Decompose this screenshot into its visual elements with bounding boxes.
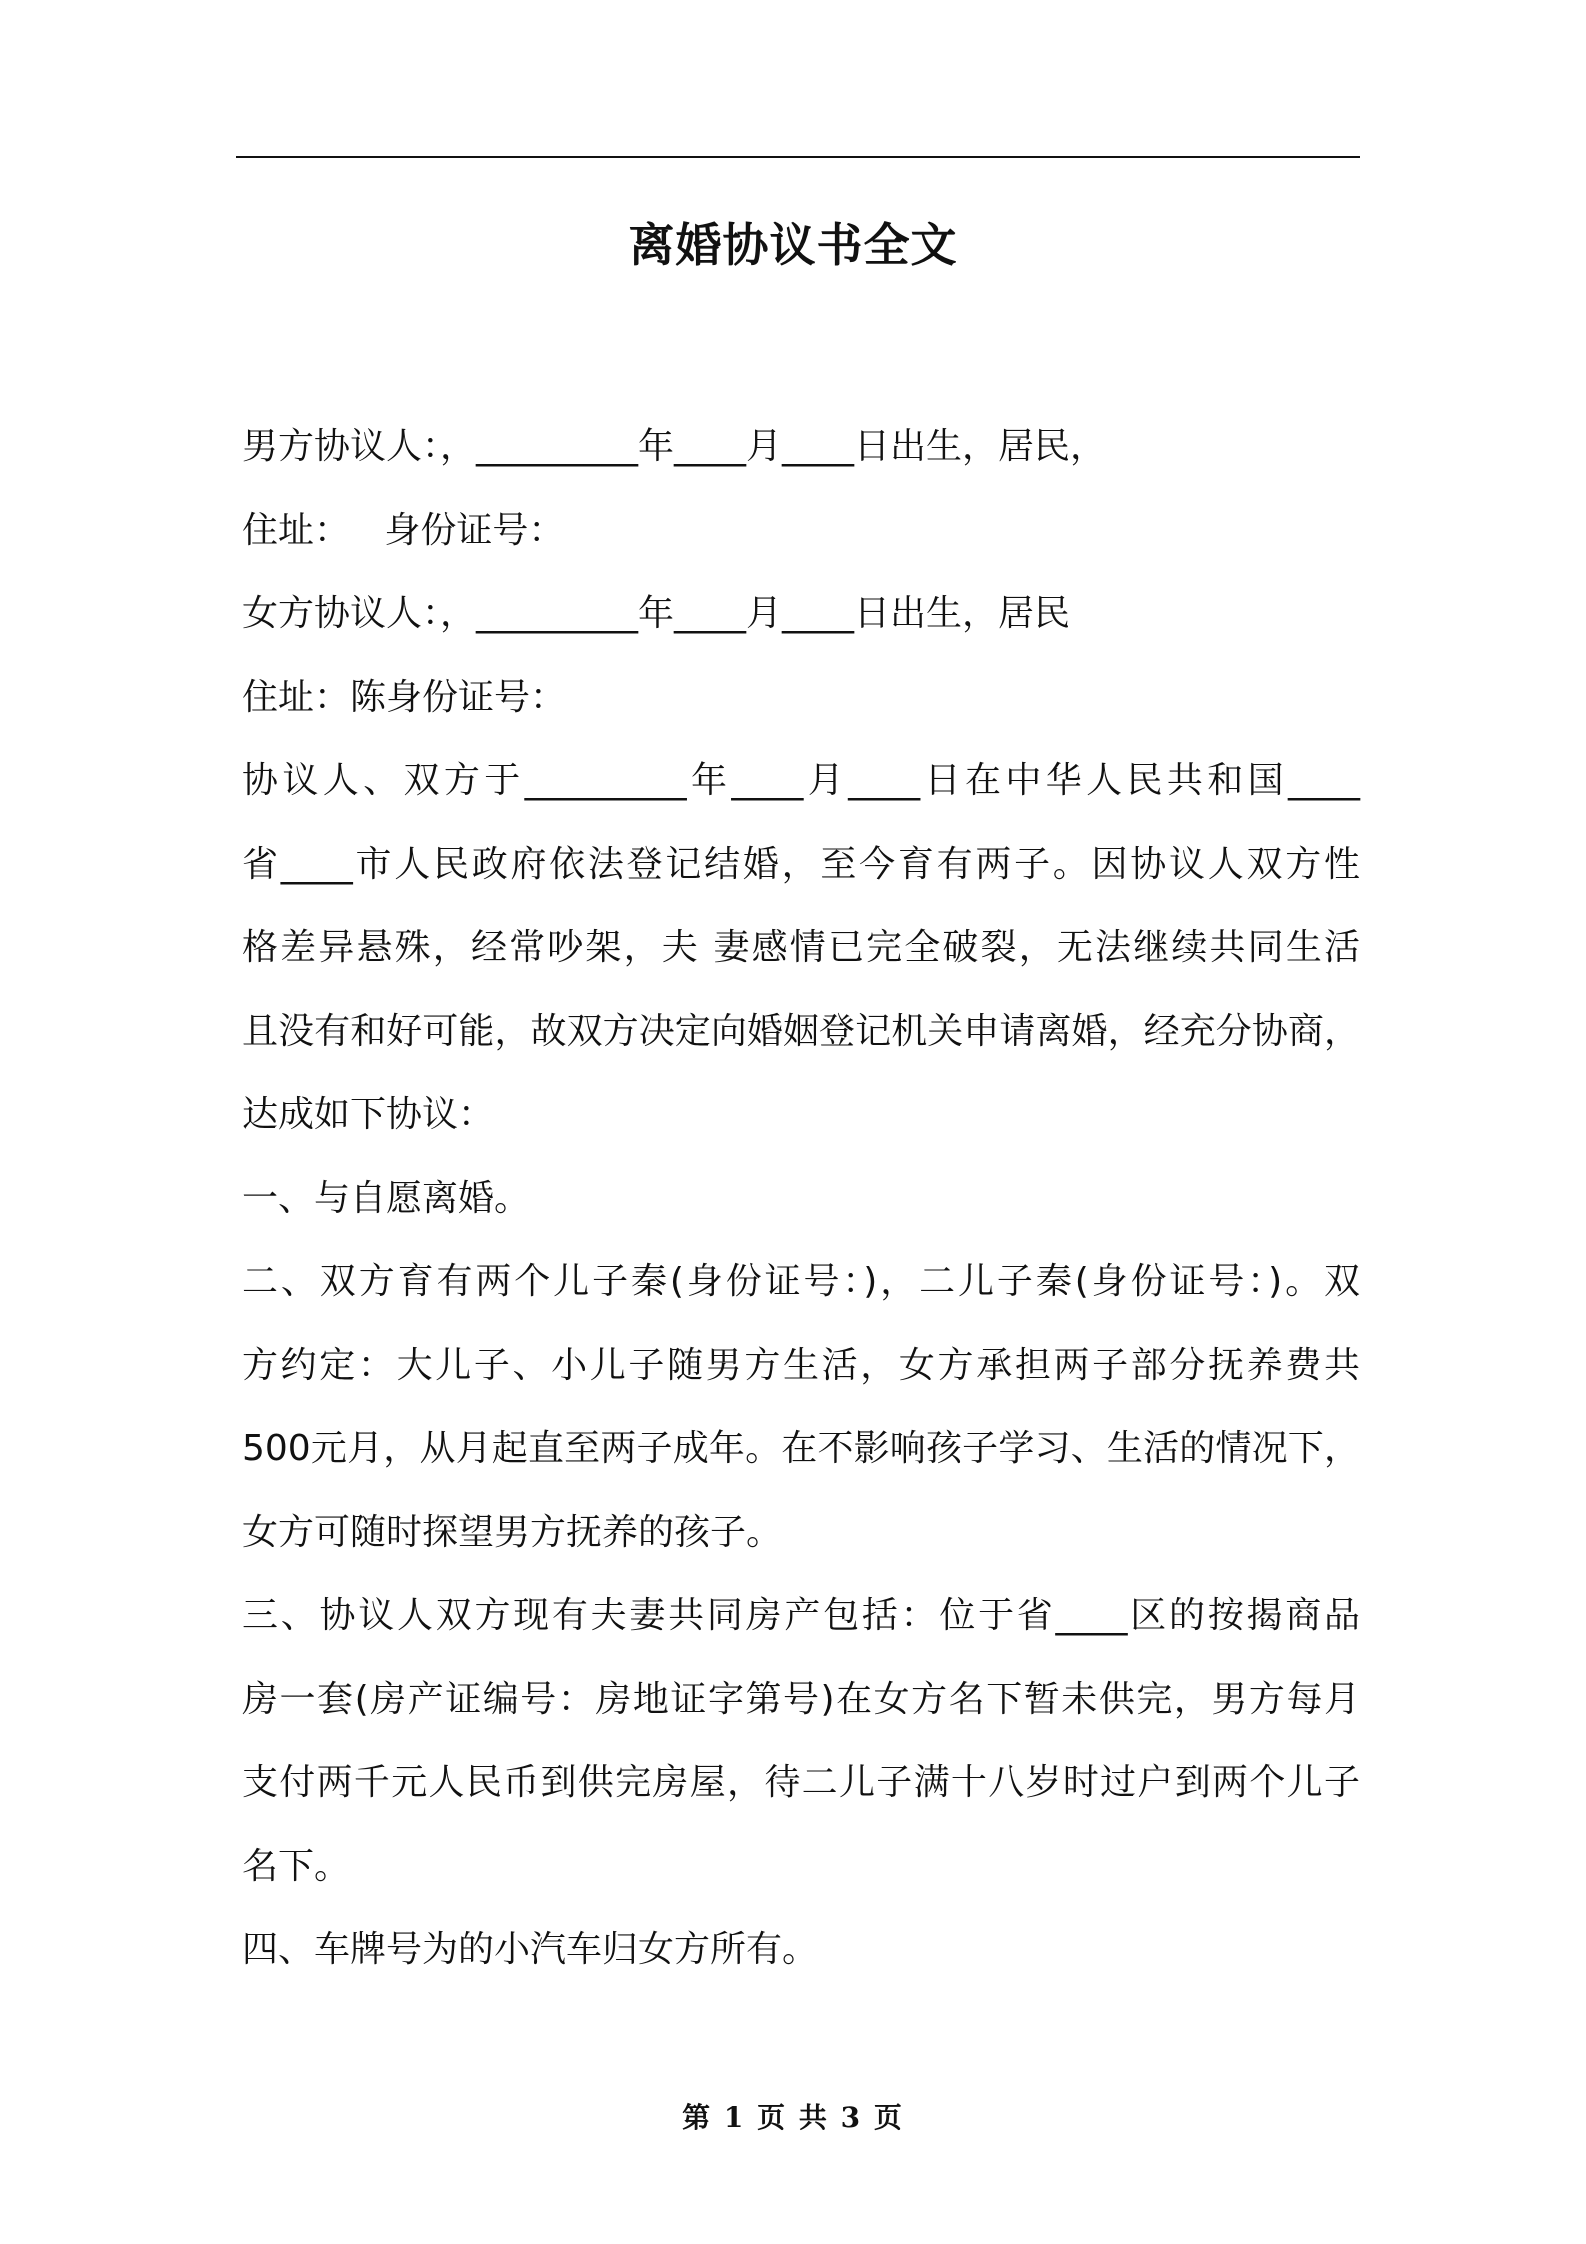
text-line: 且没有和好可能，故双方决定向婚姻登记机关申请离婚，经充分协商， xyxy=(242,1010,1360,1052)
header-rule xyxy=(236,156,1360,158)
text-line: 住址：陈身份证号： xyxy=(242,676,567,718)
text-line: 方约定：大儿子、小儿子随男方生活，女方承担两子部分抚养费共 xyxy=(242,1344,1360,1386)
text-line: 支付两千元人民币到供完房屋，待二儿子满十八岁时过户到两个儿子 xyxy=(242,1762,1360,1803)
text-line: 省____市人民政府依法登记结婚，至今育有两子。因协议人双方性 xyxy=(242,843,1360,885)
text-line: 女方协议人：，_________年____月____日出生，居民 xyxy=(242,593,1071,634)
text-line: 三、协议人双方现有夫妻共同房产包括：位于省____区的按揭商品 xyxy=(242,1595,1360,1636)
text-line: 二、双方育有两个儿子秦(身份证号：)，二儿子秦(身份证号：)。双 xyxy=(242,1261,1360,1302)
text-line: 500元月，从月起直至两子成年。在不影响孩子学习、生活的情况下， xyxy=(242,1428,1360,1469)
text-line: 名下。 xyxy=(242,1845,351,1887)
agreement-body xyxy=(242,405,1360,1992)
text-line: 男方协议人：，_________年____月____日出生，居民， xyxy=(242,426,1107,467)
text-line: 一、与自愿离婚。 xyxy=(242,1177,531,1219)
text-line: 协议人、双方于_________年____月____日在中华人民共和国____ xyxy=(242,760,1360,801)
text-line: 达成如下协议： xyxy=(242,1094,495,1135)
document-title: 离婚协议书全文 xyxy=(628,218,958,272)
text-line: 四、车牌号为的小汽车归女方所有。 xyxy=(242,1929,819,1970)
text-line: 女方可随时探望男方抚养的孩子。 xyxy=(242,1511,783,1553)
page-number-footer: 第 1 页 共 3 页 xyxy=(682,2101,904,2134)
text-line: 格差异悬殊，经常吵架，夫 妻感情已完全破裂，无法继续共同生活 xyxy=(242,927,1360,968)
text-line: 住址： 身份证号： xyxy=(242,509,565,551)
text-line: 房一套(房产证编号：房地证字第号)在女方名下暂未供完，男方每月 xyxy=(242,1678,1360,1720)
